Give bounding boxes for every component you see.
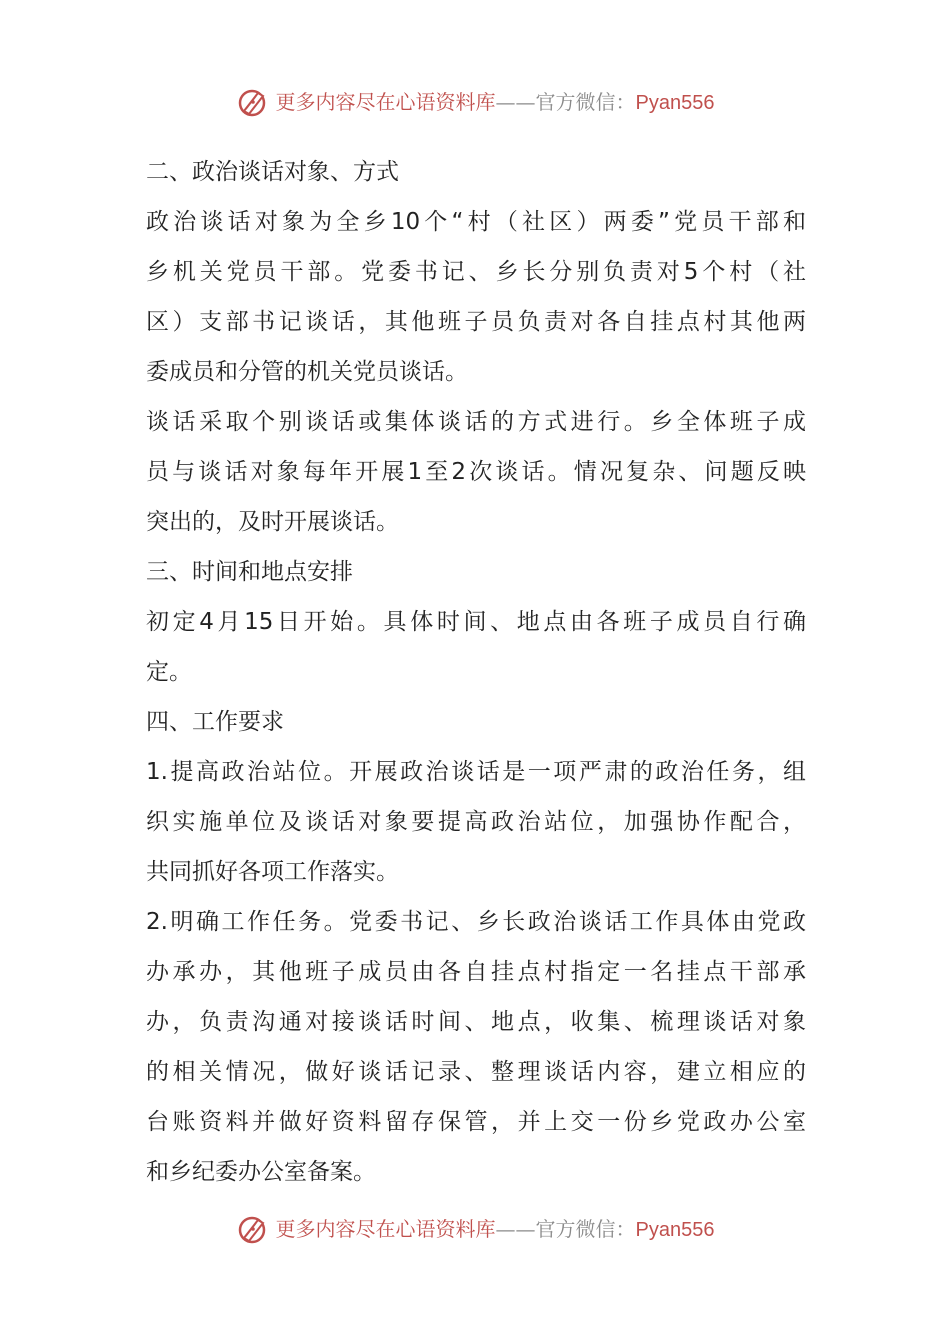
watermark-text: [276, 1212, 715, 1247]
text-line: 谈话采取个别谈话或集体谈话的方式进行。乡全体班子成: [146, 409, 806, 435]
text-line: 2.明确工作任务。党委书记、乡长政治谈话工作具体由党政: [146, 909, 806, 935]
text-line: 共同抓好各项工作落实。: [146, 859, 399, 885]
text-line: 织实施单位及谈话对象要提高政治站位，加强协作配合，: [146, 809, 806, 835]
text-line: 政治谈话对象为全乡10个“村（社区）两委”党员干部和: [146, 209, 806, 235]
watermark-wechat-label: 官方微信：: [535, 1216, 636, 1241]
text-line: 1.提高政治站位。开展政治谈话是一项严肃的政治任务，组: [146, 759, 806, 785]
section-heading-2: 二、政治谈话对象、方式: [146, 159, 399, 185]
watermark-main-text: 更多内容尽在心语资料库: [275, 89, 496, 114]
text-line: 办，负责沟通对接谈话时间、地点，收集、梳理谈话对象: [146, 1009, 806, 1035]
watermark-wechat-id: Pyan556: [635, 1218, 715, 1241]
text-line: 初定4月15日开始。具体时间、地点由各班子成员自行确: [146, 609, 806, 635]
text-line: 区）支部书记谈话，其他班子员负责对各自挂点村其他两: [146, 309, 806, 335]
section-heading-4: 四、工作要求: [146, 709, 284, 735]
text-line: 突出的，及时开展谈话。: [146, 509, 399, 535]
text-line: 定。: [146, 659, 192, 685]
text-line: 办承办，其他班子成员由各自挂点村指定一名挂点干部承: [146, 959, 806, 985]
watermark-wechat-label: 官方微信：: [535, 89, 636, 114]
watermark-text: [276, 85, 715, 120]
text-line: 的相关情况，做好谈话记录、整理谈话内容，建立相应的: [146, 1059, 806, 1085]
text-line: 员与谈话对象每年开展1至2次谈话。情况复杂、问题反映: [146, 459, 806, 485]
section-heading-3: 三、时间和地点安排: [146, 559, 353, 585]
watermark-main-text: 更多内容尽在心语资料库: [275, 1216, 496, 1241]
watermark-separator: ——: [495, 89, 536, 114]
pen-nib-logo-icon: [236, 85, 270, 119]
text-line: 台账资料并做好资料留存保管，并上交一份乡党政办公室: [146, 1109, 806, 1135]
footer-watermark: [0, 1209, 950, 1249]
pen-nib-logo-icon: [236, 1212, 270, 1246]
watermark-separator: ——: [495, 1216, 536, 1241]
document-body: [146, 147, 806, 1197]
text-line: 和乡纪委办公室备案。: [146, 1159, 376, 1185]
watermark-wechat-id: Pyan556: [635, 91, 715, 114]
text-line: 乡机关党员干部。党委书记、乡长分别负责对5个村（社: [146, 259, 806, 285]
text-line: 委成员和分管的机关党员谈话。: [146, 359, 468, 385]
header-watermark: [0, 82, 950, 122]
